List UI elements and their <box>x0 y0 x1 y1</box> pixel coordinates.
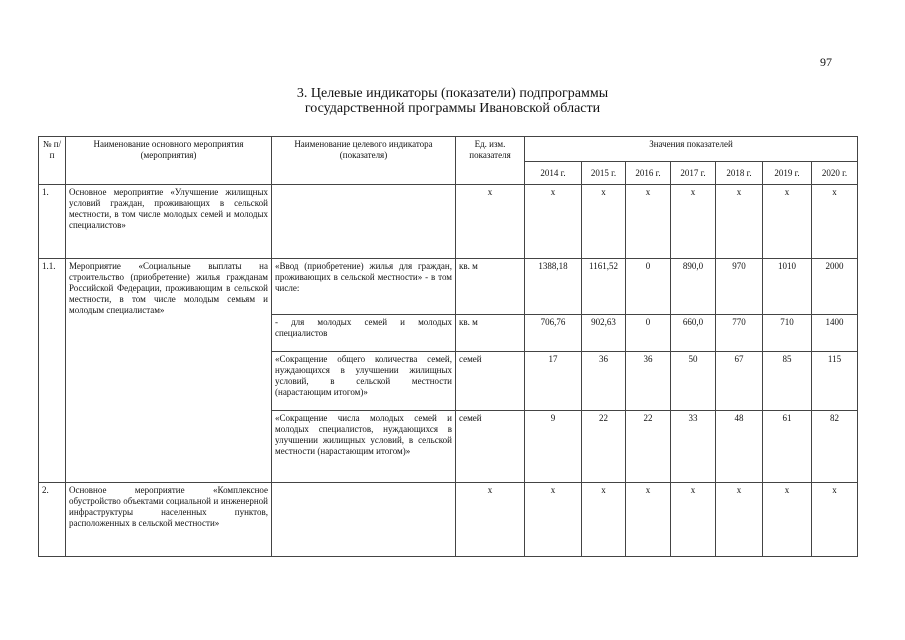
row-value: x <box>582 185 626 259</box>
row-value: 660,0 <box>671 315 716 352</box>
row-value: x <box>716 483 763 557</box>
row-indicator <box>272 185 456 259</box>
row-activity: Основное мероприятие «Улучшение жилищных условий граждан, проживающих в сельской местности, в том числе молодых семей и молодых специалистов» <box>66 185 272 259</box>
row-unit: семей <box>456 352 525 411</box>
row-indicator <box>272 483 456 557</box>
row-value: x <box>525 185 582 259</box>
header-year: 2016 г. <box>626 162 671 185</box>
row-value: 85 <box>763 352 812 411</box>
row-value: x <box>763 185 812 259</box>
row-indicator: «Ввод (приобретение) жилья для граждан, проживающих в сельской местности» - в том числе: <box>272 259 456 315</box>
header-unit: Ед. изм. показателя <box>456 137 525 185</box>
row-indicator: «Сокращение числа молодых семей и молодых специалистов, нуждающихся в улучшении жилищных условий, в сельской местности (нарастающим итогом)» <box>272 411 456 483</box>
header-year: 2020 г. <box>812 162 858 185</box>
row-value: x <box>626 185 671 259</box>
indicators-table <box>38 136 858 557</box>
header-year: 2017 г. <box>671 162 716 185</box>
title-line-2: государственной программы Ивановской области <box>304 101 601 116</box>
row-unit: x <box>456 483 525 557</box>
row-value: 1400 <box>812 315 858 352</box>
row-value: 970 <box>716 259 763 315</box>
header-year: 2014 г. <box>525 162 582 185</box>
row-unit: семей <box>456 411 525 483</box>
page-number: 97 <box>820 55 832 69</box>
row-value: 890,0 <box>671 259 716 315</box>
row-value: 33 <box>671 411 716 483</box>
row-unit: x <box>456 185 525 259</box>
row-value: x <box>716 185 763 259</box>
row-value: 61 <box>763 411 812 483</box>
header-activity: Наименование основного мероприятия (мероприятия) <box>66 137 272 185</box>
table-row <box>39 259 858 315</box>
row-value: 22 <box>582 411 626 483</box>
row-value: 1010 <box>763 259 812 315</box>
row-value: 17 <box>525 352 582 411</box>
row-value: x <box>763 483 812 557</box>
row-value: x <box>626 483 671 557</box>
row-num: 2. <box>39 483 66 557</box>
row-value: 48 <box>716 411 763 483</box>
row-value: x <box>582 483 626 557</box>
row-value: 0 <box>626 259 671 315</box>
row-value: 2000 <box>812 259 858 315</box>
row-activity: Мероприятие «Социальные выплаты на строительство (приобретение) жилья гражданам Российской Федерации, проживающим в сельской местности, в том числе молодым семьям и молодым специалистам» <box>66 259 272 483</box>
header-num: № п/п <box>39 137 66 185</box>
page-title <box>0 86 905 116</box>
row-num: 1. <box>39 185 66 259</box>
row-value: 1161,52 <box>582 259 626 315</box>
row-indicator: - для молодых семей и молодых специалистов <box>272 315 456 352</box>
header-year: 2018 г. <box>716 162 763 185</box>
row-value: 36 <box>582 352 626 411</box>
row-value: 36 <box>626 352 671 411</box>
row-num: 1.1. <box>39 259 66 483</box>
table-row <box>39 185 858 259</box>
header-indicator: Наименование целевого индикатора (показателя) <box>272 137 456 185</box>
row-value: x <box>525 483 582 557</box>
row-activity: Основное мероприятие «Комплексное обустройство объектами социальной и инженерной инфраструктуры населенных пунктов, расположенных в сельской местности» <box>66 483 272 557</box>
header-year: 2019 г. <box>763 162 812 185</box>
row-value: 82 <box>812 411 858 483</box>
row-unit: кв. м <box>456 315 525 352</box>
row-value: 0 <box>626 315 671 352</box>
row-value: 115 <box>812 352 858 411</box>
row-value: x <box>671 185 716 259</box>
row-value: x <box>671 483 716 557</box>
table-row <box>39 483 858 557</box>
row-indicator: «Сокращение общего количества семей, нуждающихся в улучшении жилищных условий, в сельской местности (нарастающим итогом)» <box>272 352 456 411</box>
header-row <box>39 137 858 162</box>
row-value: 67 <box>716 352 763 411</box>
row-value: x <box>812 185 858 259</box>
row-value: 50 <box>671 352 716 411</box>
row-value: x <box>812 483 858 557</box>
row-unit: кв. м <box>456 259 525 315</box>
header-year: 2015 г. <box>582 162 626 185</box>
header-values: Значения показателей <box>525 137 858 162</box>
row-value: 22 <box>626 411 671 483</box>
row-value: 1388,18 <box>525 259 582 315</box>
row-value: 710 <box>763 315 812 352</box>
row-value: 902,63 <box>582 315 626 352</box>
row-value: 9 <box>525 411 582 483</box>
row-value: 770 <box>716 315 763 352</box>
row-value: 706,76 <box>525 315 582 352</box>
title-line-1: 3. Целевые индикаторы (показатели) подпрограммы <box>296 86 609 101</box>
